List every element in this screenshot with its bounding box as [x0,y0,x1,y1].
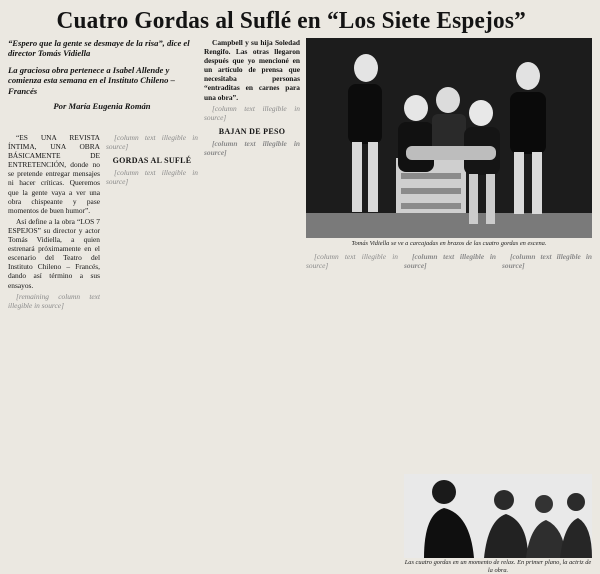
byline: Por María Eugenia Román [53,101,151,112]
photo-cast-onstage [306,38,592,238]
paragraph: [column text illegible in source] [106,168,198,187]
article-body [8,38,592,574]
subhead: BAJAN DE PESO [218,126,286,136]
photo-cast-relaxing [404,474,592,558]
paragraph: [column text illegible in source] [204,138,300,158]
photo-illustration [306,38,592,238]
column-6 [502,252,592,432]
paragraph: “ES UNA REVISTA ÍNTIMA, UNA OBRA BÁSICAMENTE DE ENTRETENCIÓN, donde no se pretende entregar mensajes ni hacer críticas. Queremos que la gente vaya a ver una obra chispeante y pase momentos de buen humor”. [8,133,100,215]
paragraph: [column text illegible in source] [306,252,398,271]
deck-summary: La graciosa obra pertenece a Isabel Allende y comienza esta semana en el Instituto Chileno – Francés [8,64,175,96]
paragraph: [column text illegible in source] [502,252,592,271]
paragraph: [column text illegible in source] [404,252,496,271]
paragraph: Campbell y su hija Soledad Rengifo. Las otras llegaron después que yo mencioné en un artículo de prensa que necesitaba personas “entraditas en carnes para una obra”. [204,38,300,102]
caption-bottom-photo: Las cuatro gordas en un momento de relax. En primer plano, la actriz de la obra. [404,559,592,574]
headline: Cuatro Gordas al Suflé en “Los Siete Espejos” [56,8,526,34]
paragraph: [remaining column text illegible in source] [8,291,100,310]
paragraph: [column text illegible in source] [204,103,300,122]
paragraph: Así define a la obra “LOS 7 ESPEJOS” su director y actor Tomás Vidiella, a quien estrenará próximamente en el escenario del Teatro del Instituto Chileno – Francés, dando así término a sus ensayos. [8,216,100,290]
column-2 [106,133,198,565]
subhead: GORDAS AL SUFLÉ [112,156,192,166]
column-3 [204,38,300,565]
column-5 [404,252,496,472]
column-4 [306,252,398,565]
paragraph: [column text illegible in source] [106,133,198,152]
deck-quote: “Espero que la gente se desmaye de la risa”, dice el director Tomás Vidiella [8,38,190,59]
caption-top-photo: Tomás Vidiella se ve a carcajadas en brazos de las cuatro gordas en escena. [351,240,547,247]
photo-illustration [404,474,592,558]
column-1 [8,133,100,565]
